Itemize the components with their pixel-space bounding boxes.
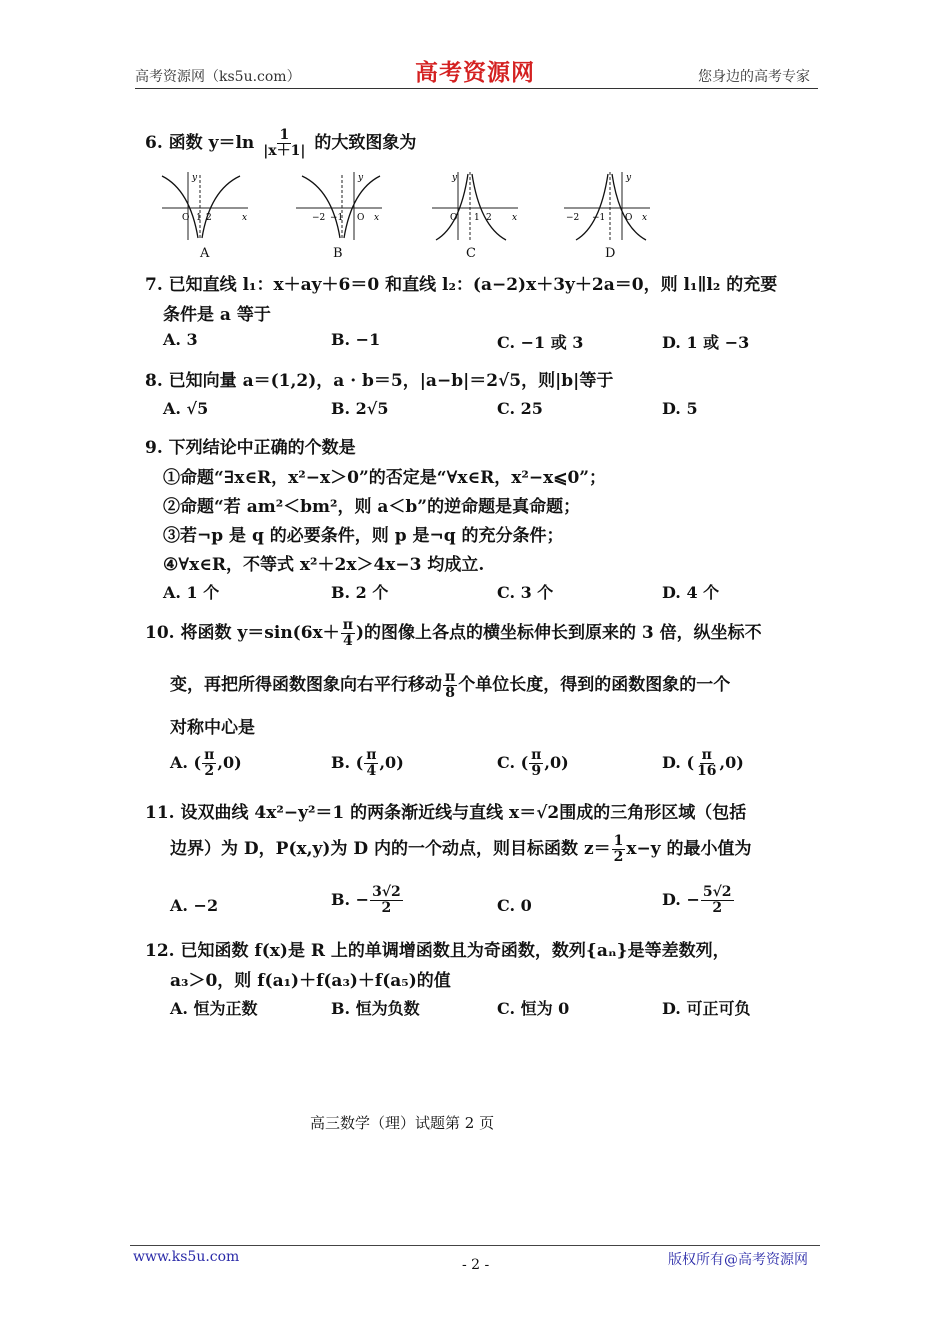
svg-text:y: y xyxy=(452,173,458,183)
q11-line1: 11. 设双曲线 4x²−y²＝1 的两条渐近线与直线 x＝√2围成的三角形区域（包括 xyxy=(145,803,747,823)
q10-option-a: A. ( $\frac{\pi}{2}$ ,0) xyxy=(170,747,242,779)
q8-option-b: B. 2√5 xyxy=(331,399,389,418)
q9-option-d: D. 4 个 xyxy=(662,583,720,602)
header-right: 您身边的高考专家 xyxy=(698,69,810,85)
q7-option-b: B. −1 xyxy=(331,330,381,349)
q11-option-d: D. − $\frac{5√2}{2}$ xyxy=(662,884,732,916)
q8-option-c: C. 25 xyxy=(497,399,543,418)
q11-option-a: A. −2 xyxy=(170,896,219,915)
q9-line1: 9. 下列结论中正确的个数是 xyxy=(145,438,356,458)
graph-a-origin: O xyxy=(182,213,190,223)
q9-statement-4: ④∀x∈R，不等式 x²＋2x＞4x−3 均成立. xyxy=(163,555,485,575)
q11-option-c: C. 0 xyxy=(497,896,532,915)
graph-c xyxy=(430,170,520,242)
svg-text:−2: −2 xyxy=(312,213,326,223)
svg-text:−2: −2 xyxy=(566,213,580,223)
footer-link[interactable]: www.ks5u.com xyxy=(133,1249,240,1265)
q12-option-a: A. 恒为正数 xyxy=(170,999,258,1018)
svg-text:1: 1 xyxy=(196,213,202,223)
svg-text:O: O xyxy=(625,213,633,223)
q7-option-d: D. 1 或 −3 xyxy=(662,333,750,352)
footer-rule xyxy=(130,1245,820,1246)
graph-d-label: D xyxy=(605,246,616,261)
svg-text:O: O xyxy=(450,213,458,223)
q8-option-d: D. 5 xyxy=(662,399,698,418)
q6-fraction: $\frac{1}{|x+1|}$ xyxy=(263,127,306,159)
svg-text:−1: −1 xyxy=(592,213,606,223)
q11-option-b: B. − $\frac{3√2}{2}$ xyxy=(331,884,401,916)
graph-b-label: B xyxy=(333,246,343,261)
graph-a-label: A xyxy=(200,246,210,261)
header-logo: 高考资源网 xyxy=(415,59,535,86)
q8-line1: 8. 已知向量 a＝(1,2)，a · b＝5，|a−b|＝2√5，则|b|等于 xyxy=(145,371,614,391)
q10-line2: 变，再把所得函数图象向右平行移动 $\frac{\pi}{8}$ 个单位长度，得到的函数图象的一个 xyxy=(170,669,731,701)
graph-d xyxy=(562,170,652,242)
q7-option-a: A. 3 xyxy=(163,330,198,349)
svg-text:2: 2 xyxy=(486,213,492,223)
q10-line3: 对称中心是 xyxy=(170,718,255,738)
svg-text:1: 1 xyxy=(474,213,480,223)
svg-text:x: x xyxy=(242,213,248,223)
graph-c-label: C xyxy=(466,246,476,261)
svg-text:x: x xyxy=(642,213,648,223)
q6-pre: 6. 函数 y＝ln xyxy=(145,133,255,153)
svg-text:y: y xyxy=(192,173,198,183)
q9-statement-3: ③若¬p 是 q 的必要条件，则 p 是¬q 的充分条件； xyxy=(163,526,564,546)
header-left: 高考资源网（ks5u.com） xyxy=(135,69,301,85)
q7-option-c: C. −1 或 3 xyxy=(497,333,584,352)
q8-option-a: A. √5 xyxy=(163,399,209,418)
svg-text:y: y xyxy=(358,173,364,183)
q9-statement-2: ②命题“若 am²＜bm²，则 a＜b”的逆命题是真命题； xyxy=(163,497,581,517)
svg-text:x: x xyxy=(512,213,518,223)
q7-line2: 条件是 a 等于 xyxy=(163,305,271,325)
q6-post: 的大致图象为 xyxy=(314,133,417,153)
svg-text:O: O xyxy=(357,213,365,223)
q11-line2: 边界）为 D，P(x,y)为 D 内的一个动点，则目标函数 z＝ $\frac{1}{2}$ x−y 的最小值为 xyxy=(170,833,752,865)
q12-option-c: C. 恒为 0 xyxy=(497,999,570,1018)
q12-option-b: B. 恒为负数 xyxy=(331,999,420,1018)
svg-text:2: 2 xyxy=(206,213,212,223)
graph-b xyxy=(294,170,384,242)
q9-statement-1: ①命题“∃x∈R，x²−x＞0”的否定是“∀x∈R，x²−x⩽0”； xyxy=(163,468,607,488)
q10-option-b: B. ( $\frac{\pi}{4}$ ,0) xyxy=(331,747,404,779)
q9-option-c: C. 3 个 xyxy=(497,583,554,602)
q12-line1: 12. 已知函数 f(x)是 R 上的单调增函数且为奇函数，数列{aₙ}是等差数列， xyxy=(145,941,730,961)
question-6 xyxy=(145,128,416,159)
q9-option-b: B. 2 个 xyxy=(331,583,389,602)
q10-option-c: C. ( $\frac{\pi}{9}$ ,0) xyxy=(497,747,569,779)
q10-line1: 10. 将函数 y＝sin(6x＋ $\frac{\pi}{4}$ )的图像上各点的横坐标伸长到原来的 3 倍，纵坐标不 xyxy=(145,617,762,649)
graph-a xyxy=(160,170,250,242)
svg-text:−1: −1 xyxy=(330,213,344,223)
svg-text:x: x xyxy=(374,213,380,223)
q9-option-a: A. 1 个 xyxy=(163,583,220,602)
page-header xyxy=(135,59,818,89)
footer-copyright: 版权所有@高考资源网 xyxy=(668,1252,808,1268)
page-number: - 2 - xyxy=(462,1257,490,1273)
q12-line2: a₃＞0，则 f(a₁)＋f(a₃)＋f(a₅)的值 xyxy=(170,971,451,991)
q7-line1: 7. 已知直线 l₁：x＋ay＋6＝0 和直线 l₂：(a−2)x＋3y＋2a＝0，则 l₁∥l₂ 的充要 xyxy=(145,275,778,295)
q12-option-d: D. 可正可负 xyxy=(662,999,751,1018)
q10-option-d: D. ( $\frac{\pi}{16}$ ,0) xyxy=(662,747,744,779)
page-caption: 高三数学（理）试题第 2 页 xyxy=(310,1114,495,1132)
svg-text:y: y xyxy=(626,173,632,183)
